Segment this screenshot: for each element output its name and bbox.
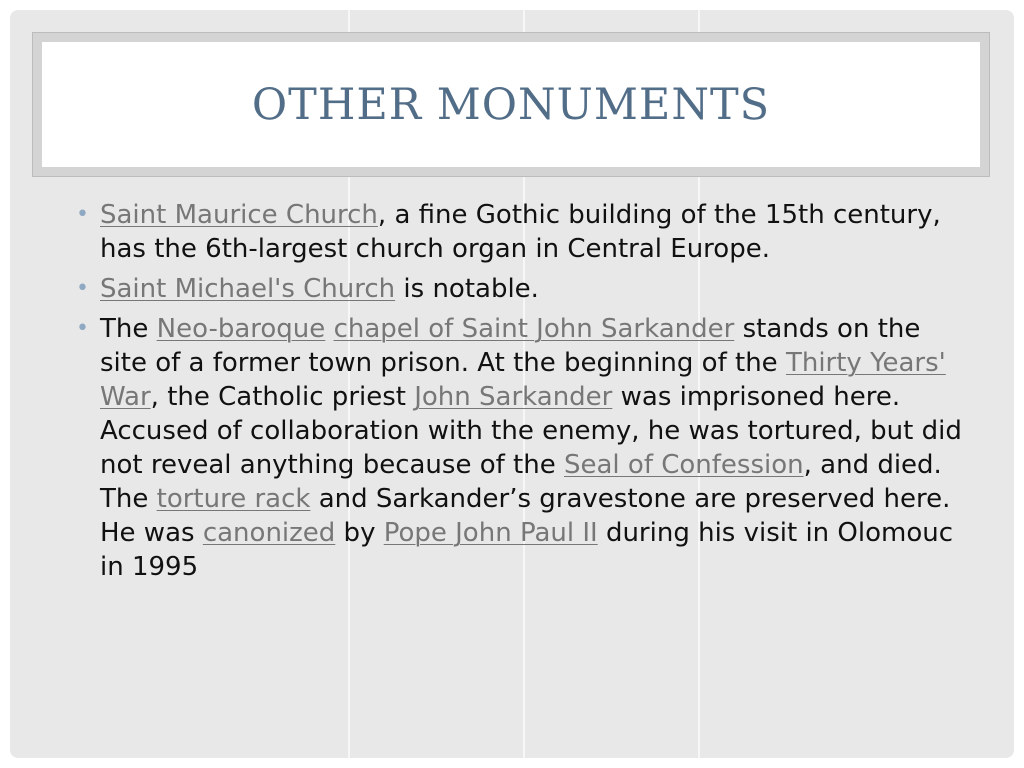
title-box [42, 42, 980, 167]
bullet-text: , the Catholic priest [150, 382, 415, 412]
link-torture-rack[interactable]: torture rack [156, 484, 311, 514]
link-saint-michaels-church[interactable]: Saint Michael's Church [100, 274, 396, 304]
bullet-item [76, 312, 966, 584]
link-neo-baroque[interactable]: Neo-baroque [156, 314, 326, 344]
link-thirty-years-war[interactable]: Thirty Years' War [100, 348, 946, 412]
bullet-text: , a fine Gothic building of the 15th century, has the 6th-largest church organ in Central Europe. [100, 200, 941, 264]
bullet-text: , and died. The [100, 450, 942, 514]
bullet-text: The [100, 314, 157, 344]
title-frame [32, 32, 990, 177]
bullet-text: is notable. [395, 274, 539, 304]
bullet-text: during his visit in Olomouc in 1995 [100, 518, 954, 582]
bullet-item [76, 198, 966, 266]
slide [10, 10, 1014, 758]
bullet-text: by [335, 518, 384, 548]
bullet-text [325, 314, 333, 344]
link-chapel-of-saint-john-sarkander[interactable]: chapel of Saint John Sarkander [333, 314, 735, 344]
bullet-text: and Sarkander’s gravestone are preserved here. He was [100, 484, 951, 548]
bullet-text: stands on the site of a former town prison. At the beginning of the [100, 314, 921, 378]
link-saint-maurice-church[interactable]: Saint Maurice Church [100, 200, 378, 230]
link-pope-john-paul-ii[interactable]: Pope John Paul II [383, 518, 598, 548]
link-seal-of-confession[interactable]: Seal of Confession [563, 450, 804, 480]
bullet-item [76, 272, 966, 306]
link-john-sarkander[interactable]: John Sarkander [414, 382, 613, 412]
bullet-text: was imprisoned here. Accused of collaboration with the enemy, he was tortured, but did not reveal anything because of the [100, 382, 962, 480]
slide-title: OTHER MONUMENTS [251, 79, 771, 130]
bullet-list [76, 198, 966, 590]
link-canonized[interactable]: canonized [202, 518, 336, 548]
